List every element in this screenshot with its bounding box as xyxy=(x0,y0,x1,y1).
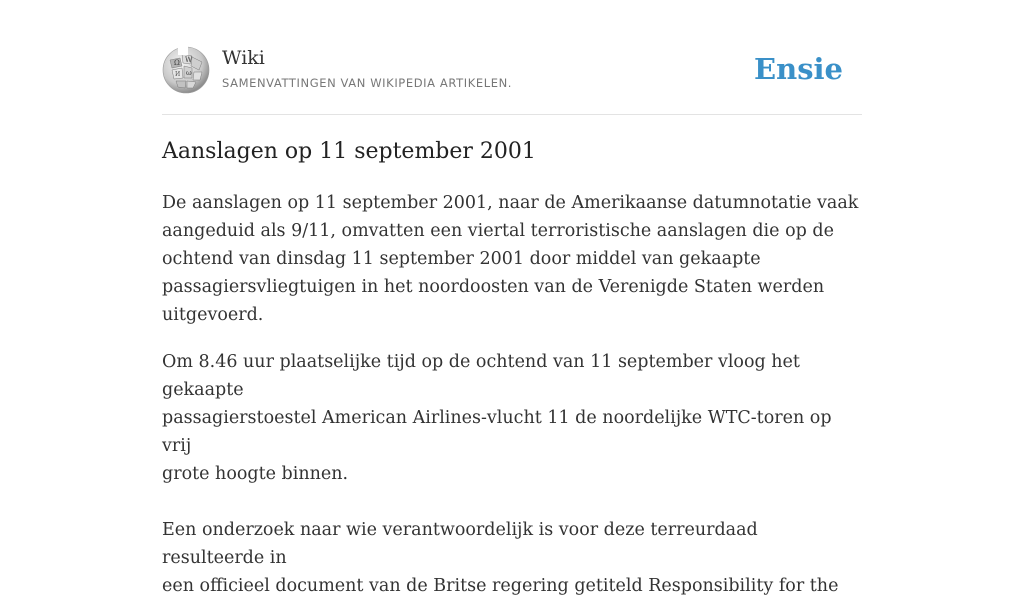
article xyxy=(162,136,862,600)
site-tagline: SAMENVATTINGEN VAN WIKIPEDIA ARTIKELEN. xyxy=(222,76,513,90)
svg-text:ω: ω xyxy=(186,69,192,77)
wikipedia-globe-icon[interactable] xyxy=(162,46,210,94)
svg-text:Ω: Ω xyxy=(174,59,180,67)
article-paragraph: De aanslagen op 11 september 2001, naar de Amerikaanse datumnotatie vaak aangeduid als 9/11, omvatten een viertal terroristische aanslagen die op de ochtend van dinsdag 11 september 2001 door middel van gekaapte passagiersvliegtuigen in het noordoosten van de Verenigde Staten werden uitgevoerd. xyxy=(162,193,859,325)
article-paragraph: Om 8.46 uur plaatselijke tijd op de ochtend van 11 september vloog het gekaapte passagierstoestel American Airlines-vlucht 11 de noordelijke WTC-toren op vrij grote hoogte binnen. xyxy=(162,352,832,484)
svg-text:И: И xyxy=(175,71,181,78)
article-title: Aanslagen op 11 september 2001 xyxy=(162,139,536,164)
article-paragraph: Een onderzoek naar wie verantwoordelijk is voor deze terreurdaad resulteerde in een officieel document van de Britse regering getiteld Responsibility for the xyxy=(162,520,839,596)
site-header xyxy=(162,46,862,115)
ensie-logo-link[interactable]: Ensie xyxy=(754,52,843,86)
site-name[interactable]: Wiki xyxy=(222,47,265,69)
svg-text:W: W xyxy=(185,56,193,64)
